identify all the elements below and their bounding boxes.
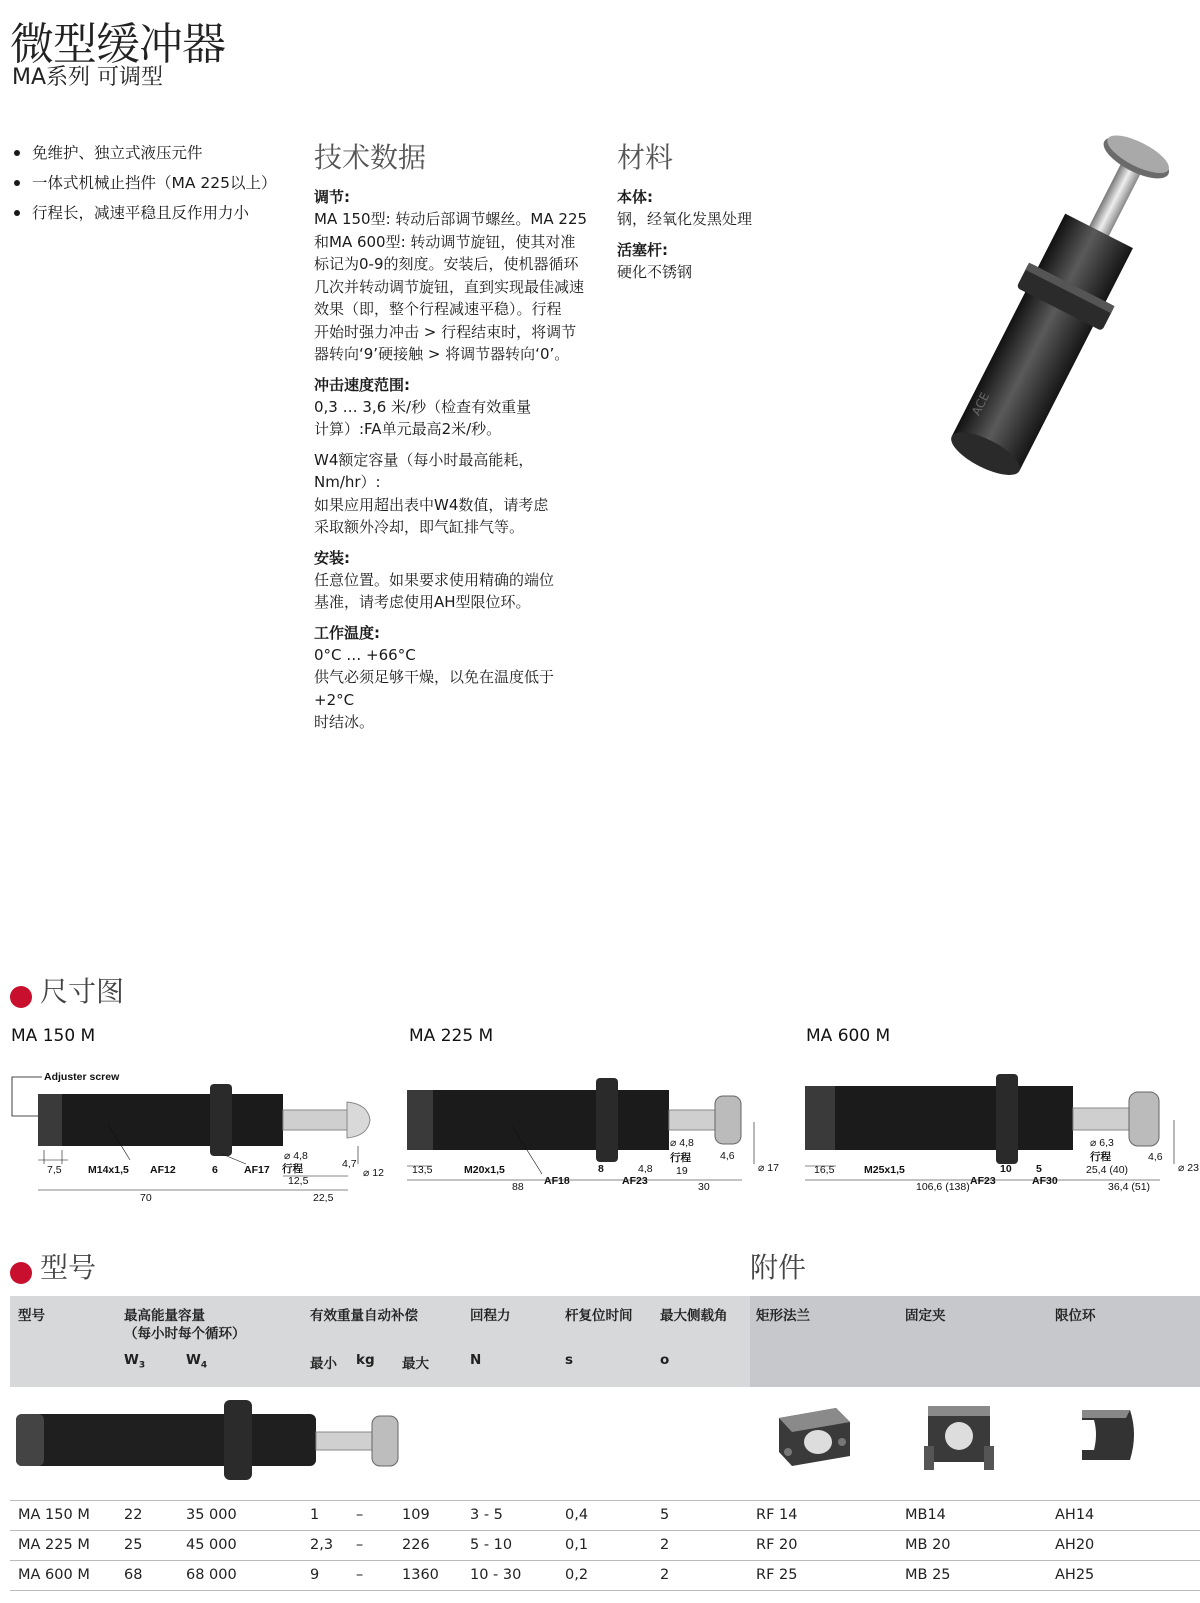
header-angle: 最大侧载角 <box>660 1308 728 1324</box>
dim: 4,8 <box>638 1163 653 1175</box>
adjuster-label: Adjuster screw <box>44 1071 120 1083</box>
line: 计算）:FA单元最高2米/秒。 <box>314 420 502 438</box>
feature-item: 一体式机械止挡件（MA 225以上） <box>12 168 292 198</box>
material-section <box>617 136 857 283</box>
tech-data-section <box>314 136 594 734</box>
dim: ⌀ 4,8 <box>284 1150 308 1162</box>
w4-sub: 4 <box>200 1360 208 1371</box>
cell-clamp: MB 25 <box>905 1567 951 1583</box>
shock-absorber-image <box>14 1392 404 1492</box>
svg-text:ACE: ACE <box>968 390 993 418</box>
dim: ⌀ 6,3 <box>1090 1137 1114 1149</box>
dim: 106,6 (138) <box>916 1181 970 1193</box>
cell-dash: – <box>356 1567 364 1583</box>
speed-label: 冲击速度范围: <box>314 375 410 394</box>
line: 开始时强力冲击 > 行程结束时，将调节 <box>314 322 577 341</box>
stop-ring-image <box>1072 1400 1142 1470</box>
dim: 4,7 <box>342 1158 357 1170</box>
rod-label: 活塞杆: <box>617 240 668 259</box>
cell-ret: 5 - 10 <box>470 1537 513 1553</box>
rod-text: 硬化不锈钢 <box>617 262 693 281</box>
w4-text <box>314 449 594 539</box>
cell-flange: RF 20 <box>756 1537 798 1553</box>
dim: 行程 <box>1090 1151 1111 1163</box>
temp-text <box>314 644 594 734</box>
dim: 4,6 <box>1148 1151 1163 1163</box>
acc-header-bg <box>750 1296 1200 1387</box>
models-heading <box>10 1246 96 1286</box>
dim: 30 <box>698 1181 710 1193</box>
line: 采取额外冷却，即气缸排气等。 <box>314 518 525 536</box>
dim: 88 <box>512 1181 524 1193</box>
header-w4 <box>186 1352 207 1371</box>
dim: 4,6 <box>720 1150 735 1162</box>
dim: 8 <box>598 1163 604 1175</box>
temp-label: 工作温度: <box>314 623 380 642</box>
cell-min: 1 <box>310 1507 320 1523</box>
dim: 36,4 (51) <box>1108 1181 1151 1193</box>
dim: 70 <box>140 1192 152 1204</box>
adjust-label: 调节: <box>314 188 350 206</box>
cell-w3: 22 <box>124 1507 143 1523</box>
ma150-body <box>38 1094 283 1146</box>
dim: M25x1,5 <box>864 1164 905 1176</box>
feature-item: 免维护、独立式液压元件 <box>12 138 292 168</box>
cell-angle: 5 <box>660 1507 670 1523</box>
cell-min: 9 <box>310 1567 320 1583</box>
mount-label: 安装: <box>314 548 350 567</box>
header-ring: 限位环 <box>1055 1308 1096 1324</box>
cell-model: MA 150 M <box>18 1507 90 1523</box>
ma225-body <box>407 1090 669 1150</box>
dim: 12,5 <box>288 1175 309 1187</box>
dim: AF17 <box>244 1164 270 1176</box>
line: 供气必须足够干燥，以免在温度低于+2°C <box>314 668 555 709</box>
dim: AF30 <box>1032 1175 1058 1187</box>
cell-ring: AH25 <box>1055 1567 1095 1583</box>
cell-flange: RF 25 <box>756 1567 798 1583</box>
dim: 5 <box>1036 1163 1042 1175</box>
dim: 7,5 <box>47 1164 62 1176</box>
dim: 16,5 <box>814 1164 835 1176</box>
line: MA 150型: 转动后部调节螺丝。MA 225 <box>314 210 588 228</box>
cell-reset: 0,2 <box>565 1567 589 1583</box>
dim: 25,4 (40) <box>1086 1164 1129 1176</box>
cell-clamp: MB14 <box>905 1507 946 1523</box>
cell-dash: – <box>356 1507 364 1523</box>
header-min: 最小 <box>310 1356 337 1372</box>
accessories-title: 附件 <box>750 1251 807 1284</box>
dim: ⌀ 4,8 <box>670 1137 694 1149</box>
header-w3 <box>124 1352 145 1371</box>
line: 0,3 … 3,6 米/秒（检查有效重量 <box>314 397 532 416</box>
cell-angle: 2 <box>660 1567 670 1583</box>
line: 任意位置。如果要求使用精确的端位 <box>314 570 555 589</box>
dim: M20x1,5 <box>464 1164 505 1176</box>
body-text: 钢，经氧化发黑处理 <box>617 210 753 228</box>
header-reset: 杆复位时间 <box>565 1308 633 1324</box>
header-n: N <box>470 1352 482 1368</box>
header-energy2: （每小时每个循环） <box>124 1326 246 1342</box>
cell-reset: 0,4 <box>565 1507 589 1523</box>
header-ret: 回程力 <box>470 1308 511 1324</box>
ma225-label: MA 225 M <box>409 1026 494 1046</box>
clamp-image <box>922 1396 1002 1476</box>
material-title: 材料 <box>617 141 674 174</box>
adjust-text <box>314 208 594 366</box>
ma150-label: MA 150 M <box>11 1026 96 1046</box>
ma150-drawing <box>8 1064 400 1204</box>
red-dot-icon <box>10 1262 32 1284</box>
cell-clamp: MB 20 <box>905 1537 951 1553</box>
header-kg: kg <box>356 1352 375 1368</box>
models-title: 型号 <box>40 1251 97 1284</box>
ma225-drawing <box>402 1064 798 1204</box>
cell-w3: 68 <box>124 1567 143 1583</box>
row-divider <box>10 1590 1200 1591</box>
red-dot-icon <box>10 986 32 1008</box>
header-clamp: 固定夹 <box>905 1308 946 1324</box>
cell-ret: 3 - 5 <box>470 1507 503 1523</box>
cell-ring: AH20 <box>1055 1537 1095 1553</box>
cell-angle: 2 <box>660 1537 670 1553</box>
dim: AF12 <box>150 1164 176 1176</box>
dims-title: 尺寸图 <box>40 975 125 1008</box>
cell-min: 2,3 <box>310 1537 334 1553</box>
header-max: 最大 <box>402 1356 429 1372</box>
cell-w4: 68 000 <box>186 1567 237 1583</box>
dim: 13,5 <box>412 1164 433 1176</box>
dim: ⌀ 23 <box>1178 1162 1199 1174</box>
dim: AF23 <box>622 1175 648 1187</box>
feature-list <box>12 138 292 228</box>
dim: 行程 <box>670 1152 691 1164</box>
header-flange: 矩形法兰 <box>756 1308 810 1324</box>
line: 标记为0-9的刻度。安装后，使机器循环 <box>314 255 579 273</box>
body-label: 本体: <box>617 188 653 206</box>
feature-item: 行程长，减速平稳且反作用力小 <box>12 198 292 228</box>
line: 效果（即，整个行程减速平稳）。行程 <box>314 300 562 318</box>
cell-w4: 35 000 <box>186 1507 237 1523</box>
cell-ring: AH14 <box>1055 1507 1095 1523</box>
dim: M14x1,5 <box>88 1164 129 1176</box>
cell-reset: 0,1 <box>565 1537 589 1553</box>
w3-letter: W <box>124 1352 139 1368</box>
dim: ⌀ 17 <box>758 1162 779 1174</box>
cell-model: MA 225 M <box>18 1537 90 1553</box>
flange-image <box>774 1400 854 1470</box>
line: 0°C … +66°C <box>314 645 416 664</box>
cell-dash: – <box>356 1537 364 1553</box>
cell-model: MA 600 M <box>18 1567 90 1583</box>
cell-max: 226 <box>402 1537 430 1553</box>
dim: AF18 <box>544 1175 570 1187</box>
cell-max: 109 <box>402 1507 430 1523</box>
dim: 19 <box>676 1165 688 1177</box>
dim: ⌀ 12 <box>363 1167 384 1179</box>
dim: 10 <box>1000 1163 1012 1175</box>
product-photo <box>925 122 1195 502</box>
row-divider <box>10 1560 1200 1561</box>
ma600-body <box>805 1086 1073 1150</box>
line: 和MA 600型: 转动调节旋钮，使其对准 <box>314 232 576 251</box>
page-subtitle: MA系列 可调型 <box>12 65 164 90</box>
dim: AF23 <box>970 1175 996 1187</box>
mount-text <box>314 569 594 614</box>
row-divider <box>10 1500 1200 1501</box>
cell-w3: 25 <box>124 1537 143 1553</box>
header-eff: 有效重量自动补偿 <box>310 1308 418 1324</box>
header-model: 型号 <box>18 1308 45 1324</box>
ma600-drawing <box>800 1064 1200 1204</box>
line: 器转向‘9’硬接触 > 将调节器转向‘0’。 <box>314 345 570 363</box>
cell-flange: RF 14 <box>756 1507 798 1523</box>
dim: 22,5 <box>313 1192 334 1204</box>
header-s: s <box>565 1352 574 1368</box>
header-energy: 最高能量容量 <box>124 1308 205 1324</box>
dim: 行程 <box>282 1163 303 1175</box>
cell-max: 1360 <box>402 1567 439 1583</box>
tech-title: 技术数据 <box>314 141 427 174</box>
ma600-label: MA 600 M <box>806 1026 891 1046</box>
line: 时结冰。 <box>314 713 375 731</box>
cell-w4: 45 000 <box>186 1537 237 1553</box>
line: W4额定容量（每小时最高能耗，Nm/hr）: <box>314 450 534 491</box>
speed-text <box>314 396 594 441</box>
row-divider <box>10 1530 1200 1531</box>
w3-sub: 3 <box>138 1360 146 1371</box>
line: 几次并转动调节旋钮，直到实现最佳减速 <box>314 277 585 296</box>
line: 如果应用超出表中W4数值，请考虑 <box>314 495 549 514</box>
page-title: 微型缓冲器 <box>10 19 225 70</box>
dims-heading <box>10 970 124 1010</box>
w4-letter: W <box>186 1352 201 1368</box>
line: 基准，请考虑使用AH型限位环。 <box>314 593 531 611</box>
header-o: o <box>660 1352 670 1368</box>
dim: 6 <box>212 1164 218 1176</box>
cell-ret: 10 - 30 <box>470 1567 522 1583</box>
